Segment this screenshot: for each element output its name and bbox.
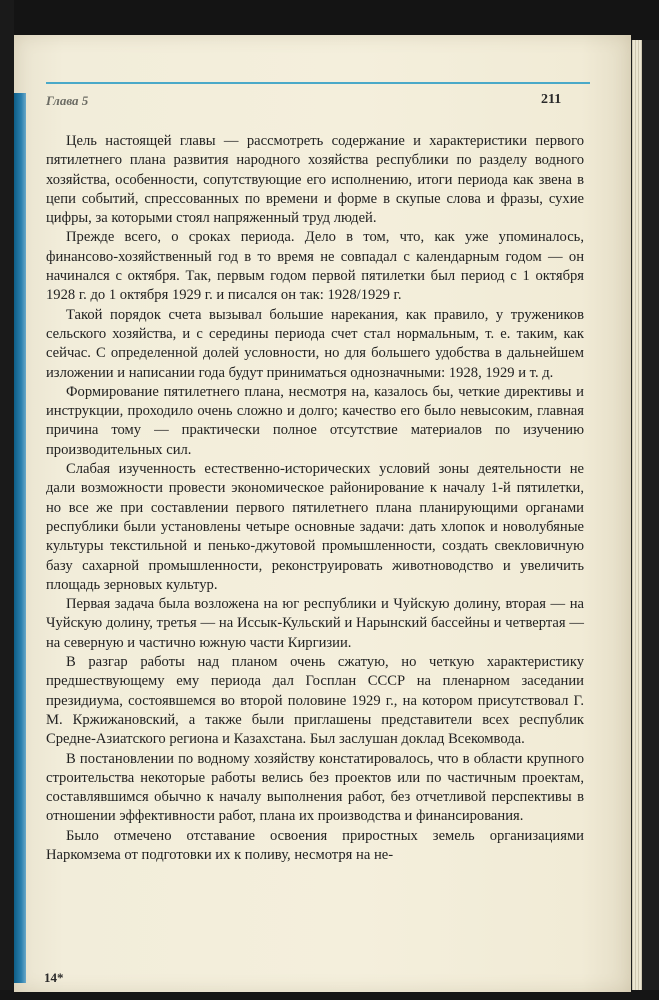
book-page xyxy=(14,35,631,992)
scan-left-shadow xyxy=(0,0,14,1000)
paragraph-5: Слабая изученность естественно-исторических условий зоны деятельности не дали возможности провести экономическое районирование к началу 1-й пятилетки, но все же при составлении первого пятилетнего плана планирующими органами республики были установлены четыре основные задачи: дать хлопок и новолубяные культуры текстильной и пенько-джутовой промышленности, создать свекловичную базу сахарной промышленности, реконструировать животноводство и увеличить площадь зерновых культур. xyxy=(46,461,584,593)
paragraph-8: В постановлении по водному хозяйству констатировалось, что в области крупного строительства некоторые работы велись без проектов или по частичным проектам, составлявшимся обычно к началу выполнения работ, без отчетливой перспективы в отношении эффективности работ, плана их производства и финансирования. xyxy=(46,750,584,825)
cover-spine-edge xyxy=(14,93,26,983)
paragraph-3: Такой порядок счета вызывал большие нарекания, как правило, у тружеников сельского хозяйства, и с середины периода счет стал нормальным, т. е. таким, как сейчас. С определенной долей условности, но для большего удобства в дальнейшем изложении и написании года будут приниматься однозначными: 1928, 1929 и т. д. xyxy=(46,306,584,381)
scan-top-shadow xyxy=(0,0,659,40)
signature-mark: 14* xyxy=(44,970,64,985)
paragraph-2: Прежде всего, о сроках периода. Дело в том, что, как уже упоминалось, финансово-хозяйственный год в то время не совпадал с календарным годом — он начинался с октября. Так, первым годом первой пятилетки был период с 1 октября 1928 г. до 1 октября 1929 г. и писался он так: 1928/1929 г. xyxy=(46,229,584,304)
page-stack-edge xyxy=(632,40,642,990)
paragraph-6: Первая задача была возложена на юг республики и Чуйскую долину, вторая — на Чуйскую долину, третья — на Иссык-Кульский и Нарынский бассейны и четвертая — на северную и частично южную части Киргизии. xyxy=(46,596,584,651)
page-number: 211 xyxy=(541,92,562,107)
body-text xyxy=(46,132,584,865)
paragraph-1: Цель настоящей главы — рассмотреть содержание и характеристики первого пятилетнего плана развития народного хозяйства республики по разделу водного хозяйства, особенности, сопутствующие его исполнению, итоги периода как звена в цепи событий, спрессованных по времени и форме в скупые слова и фразы, сухие цифры, за которыми стоял напряженный труд людей. xyxy=(46,133,584,227)
header-rule xyxy=(46,82,590,84)
paragraph-9: Было отмечено отставание освоения приростных земель организациями Наркомзема от подготовки их к поливу, несмотря на не- xyxy=(46,827,584,863)
paragraph-4: Формирование пятилетнего плана, несмотря на, казалось бы, четкие директивы и инструкции, проходило очень сложно и долго; качество его было невысоким, главная причина тому — практически полное отсутствие материалов по изучению производительных сил. xyxy=(46,383,584,458)
paragraph-7: В разгар работы над планом очень сжатую, но четкую характеристику предшествующему ему периода дал Госплан СССР на пленарном заседании президиума, состоявшемся во второй половине 1929 г., на котором присутствовал Г. М. Кржижановский, а также были приглашены представители всех республик Средне-Азиатского региона и Казахстана. Был заслушан доклад Всекомвода. xyxy=(46,654,584,748)
running-head: Глава 5 xyxy=(46,93,89,108)
